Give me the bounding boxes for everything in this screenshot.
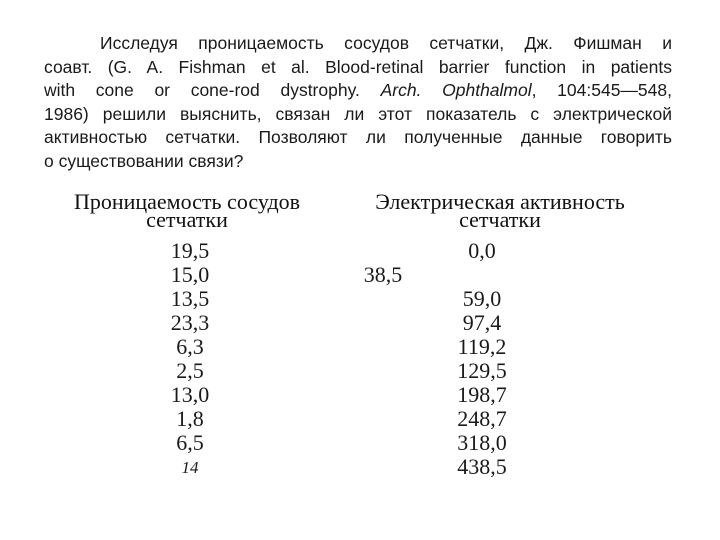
journal-name: Arch. Ophthalmol xyxy=(380,80,532,100)
activity-value: 129,5 xyxy=(457,358,507,383)
citation-title-tail: with cone or cone-rod dystrophy. xyxy=(44,80,381,100)
activity-header xyxy=(345,189,655,232)
permeability-value: 1,8 xyxy=(176,406,204,431)
activity-header-line-1: Электрическая активность xyxy=(375,189,625,214)
permeability-value: 15,0 xyxy=(170,262,210,287)
citation-pages: , 104:545—548, xyxy=(531,80,672,100)
permeability-value: 2,5 xyxy=(176,358,204,383)
permeability-header xyxy=(52,189,322,232)
activity-value: 97,4 xyxy=(462,310,502,335)
permeability-header-line-1: Проницаемость сосудов xyxy=(73,189,301,214)
permeability-value: 6,5 xyxy=(176,430,204,455)
permeability-value: 13,0 xyxy=(170,382,210,407)
activity-value: 59,0 xyxy=(462,286,502,311)
permeability-header-line-2: сетчатки xyxy=(146,207,228,232)
paragraph-line-3 xyxy=(44,79,672,103)
paragraph-line-1: Исследуя проницаемость сосудов сетчатки, Дж. Фишман и xyxy=(100,33,672,53)
permeability-value: 13,5 xyxy=(170,286,210,311)
activity-value: 38,5 xyxy=(363,262,403,287)
paragraph-line-4: 1986) решили выяснить, связан ли этот показатель с электрической xyxy=(44,103,672,124)
permeability-value: 23,3 xyxy=(170,310,210,335)
permeability-value: 6,3 xyxy=(176,334,204,359)
permeability-value: 19,5 xyxy=(170,238,210,263)
activity-value: 318,0 xyxy=(457,430,507,455)
activity-value: 0,0 xyxy=(468,238,496,263)
activity-value: 438,5 xyxy=(457,454,507,479)
paragraph-line-5: активностью сетчатки. Позволяют ли полученные данные говорить xyxy=(44,127,672,147)
activity-value: 119,2 xyxy=(457,334,507,359)
paragraph-line-2: соавт. (G. A. Fishman et al. Blood-retinal barrier function in patients xyxy=(44,56,672,77)
activity-value: 248,7 xyxy=(457,406,507,431)
paragraph-line-6: о существовании связи? xyxy=(44,150,244,171)
activity-value: 198,7 xyxy=(457,382,507,407)
problem-paragraph xyxy=(44,32,672,173)
activity-header-line-2: сетчатки xyxy=(459,207,541,232)
permeability-value: 14 xyxy=(181,458,199,477)
